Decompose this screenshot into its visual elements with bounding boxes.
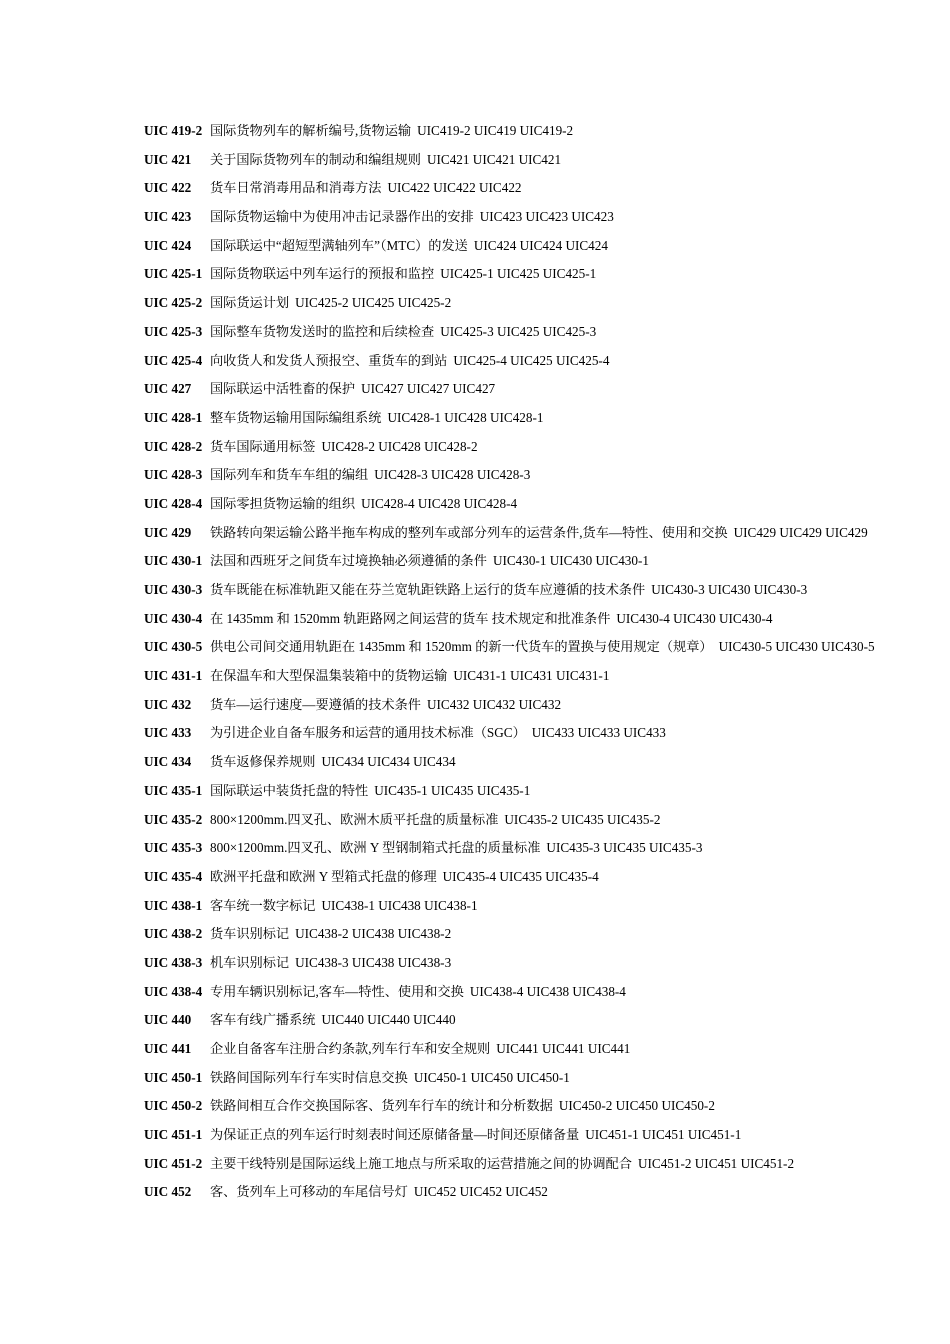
standard-refs: UIC425-2 UIC425 UIC425-2 (295, 295, 452, 311)
standard-entry (144, 408, 944, 437)
standard-title: 货车—运行速度—要遵循的技术条件 (210, 696, 421, 712)
standard-refs: UIC430-3 UIC430 UIC430-3 (651, 582, 808, 597)
standards-list (144, 121, 944, 1211)
standard-code: UIC 425-4 (144, 352, 203, 368)
standard-refs: UIC438-3 UIC438 UIC438-3 (295, 954, 452, 970)
standard-entry (144, 695, 944, 724)
standard-code: UIC 435-1 (144, 782, 203, 798)
standard-title: 货车返修保养规则 (210, 754, 316, 770)
standard-entry (144, 551, 944, 580)
standard-title: 货车既能在标准轨距又能在芬兰宽轨距铁路上运行的货车应遵循的技术条件 (210, 582, 646, 597)
standard-title: 800×1200mm.四叉孔、欧洲 Y 型钢制箱式托盘的质量标准 (210, 840, 541, 856)
standard-entry (144, 1010, 944, 1039)
standard-code: UIC 435-2 (144, 811, 203, 827)
standard-title: 国际联运中装货托盘的特性 (210, 782, 369, 798)
standard-entry (144, 838, 944, 867)
standard-refs: UIC425-3 UIC425 UIC425-3 (440, 323, 597, 339)
standard-code: UIC 438-2 (144, 926, 203, 942)
standard-title: 国际列车和货车车组的编组 (210, 467, 369, 483)
standard-code: UIC 433 (144, 725, 192, 741)
standard-title: 国际联运中“超短型满轴列车”（MTC）的发送 (210, 237, 468, 253)
standard-code: UIC 423 (144, 209, 192, 225)
standard-refs: UIC434 UIC434 UIC434 (321, 754, 456, 770)
standard-refs: UIC428-2 UIC428 UIC428-2 (321, 438, 478, 454)
standard-refs: UIC435-3 UIC435 UIC435-3 (546, 840, 703, 856)
standard-code: UIC 438-1 (144, 897, 203, 913)
standard-entry (144, 609, 944, 638)
standard-title: 为引进企业自备车服务和运营的通用技术标准（SGC） (210, 725, 526, 741)
standard-refs: UIC435-4 UIC435 UIC435-4 (442, 868, 599, 884)
standard-entry (144, 379, 944, 408)
standard-code: UIC 425-2 (144, 295, 203, 311)
standard-refs: UIC438-1 UIC438 UIC438-1 (321, 897, 478, 913)
standard-code: UIC 440 (144, 1012, 192, 1028)
standard-refs: UIC430-4 UIC430 UIC430-4 (616, 610, 773, 626)
standard-code: UIC 432 (144, 696, 192, 712)
standard-title: 货车日常消毒用品和消毒方法 (210, 180, 382, 196)
standard-code: UIC 450-2 (144, 1098, 203, 1114)
standard-title: 国际整车货物发送时的监控和后续检查 (210, 323, 435, 339)
standard-title: 主要干线特别是国际运线上施工地点与所采取的运营措施之间的协调配合 (210, 1155, 632, 1171)
standard-refs: UIC422 UIC422 UIC422 (387, 180, 522, 196)
standard-title: 向收货人和发货人预报空、重货车的到站 (210, 352, 448, 368)
standard-code: UIC 434 (144, 754, 192, 770)
standard-entry (144, 1182, 944, 1211)
standard-refs: UIC431-1 UIC431 UIC431-1 (453, 668, 610, 684)
standard-entry (144, 924, 944, 953)
standard-entry (144, 293, 944, 322)
standard-code: UIC 452 (144, 1184, 192, 1200)
standard-title: 货车识别标记 (210, 926, 290, 942)
standard-code: UIC 425-3 (144, 323, 203, 339)
standard-entry (144, 207, 944, 236)
standard-title: 国际货物联运中列车运行的预报和监控 (210, 266, 435, 282)
standard-code: UIC 428-2 (144, 438, 203, 454)
standard-refs: UIC452 UIC452 UIC452 (413, 1184, 548, 1200)
standard-entry (144, 322, 944, 351)
standard-refs: UIC433 UIC433 UIC433 (531, 725, 666, 741)
standard-entry (144, 982, 944, 1011)
standard-title: 为保证正点的列车运行时刻表时间还原储备量—时间还原储备量 (210, 1127, 580, 1143)
standard-code: UIC 431-1 (144, 668, 203, 684)
standard-entry (144, 178, 944, 207)
standard-title: 法国和西班牙之间货车过境换轴必须遵循的条件 (210, 553, 487, 569)
standard-refs: UIC428-4 UIC428 UIC428-4 (361, 495, 518, 511)
standard-entry (144, 752, 944, 781)
standard-title: 客车统一数字标记 (210, 897, 316, 913)
standard-title: 铁路间国际列车行车实时信息交换 (210, 1069, 408, 1085)
standard-entry (144, 580, 944, 609)
standard-refs: UIC428-1 UIC428 UIC428-1 (387, 409, 544, 425)
standard-refs: UIC421 UIC421 UIC421 (427, 151, 562, 167)
standard-code: UIC 428-3 (144, 467, 203, 483)
standard-refs: UIC424 UIC424 UIC424 (473, 237, 608, 253)
standard-refs: UIC429 UIC429 UIC429 (733, 524, 868, 540)
standard-code: UIC 438-3 (144, 954, 203, 970)
standard-code: UIC 451-2 (144, 1155, 203, 1171)
standard-refs: UIC428-3 UIC428 UIC428-3 (374, 467, 531, 483)
standard-refs: UIC440 UIC440 UIC440 (321, 1012, 456, 1028)
standard-title: 在保温车和大型保温集装箱中的货物运输 (210, 668, 448, 684)
standard-entry (144, 723, 944, 752)
standard-code: UIC 430-4 (144, 610, 203, 626)
standard-entry (144, 494, 944, 523)
standard-code: UIC 435-3 (144, 840, 203, 856)
standard-refs: UIC441 UIC441 UIC441 (496, 1041, 631, 1056)
standard-entry (144, 1068, 944, 1097)
standard-title: 整车货物运输用国际编组系统 (210, 409, 382, 425)
standard-title: 在 1435mm 和 1520mm 轨距路网之间运营的货车 技术规定和批准条件 (210, 610, 611, 626)
standard-code: UIC 422 (144, 180, 192, 196)
standard-refs: UIC435-1 UIC435 UIC435-1 (374, 782, 531, 798)
standard-title: 800×1200mm.四叉孔、欧洲木质平托盘的质量标准 (210, 811, 499, 827)
standard-refs: UIC430-1 UIC430 UIC430-1 (492, 553, 649, 569)
standard-title: 货车国际通用标签 (210, 438, 316, 454)
standard-entry (144, 351, 944, 380)
standard-entry (144, 150, 944, 179)
standard-entry (144, 1154, 944, 1183)
standard-refs: UIC423 UIC423 UIC423 (479, 209, 614, 225)
standard-code: UIC 438-4 (144, 983, 203, 999)
standard-code: UIC 430-1 (144, 553, 203, 569)
standard-title: 国际货物运输中为使用冲击记录器作出的安排 (210, 209, 474, 225)
standard-refs: UIC450-2 UIC450 UIC450-2 (558, 1098, 715, 1114)
standard-entry (144, 810, 944, 839)
standard-entry (144, 523, 944, 552)
standard-code: UIC 424 (144, 237, 192, 253)
standard-entry (144, 236, 944, 265)
standard-code: UIC 428-1 (144, 409, 203, 425)
standard-title: 国际货运计划 (210, 295, 290, 311)
standard-code: UIC 451-1 (144, 1127, 203, 1143)
standard-refs: UIC438-4 UIC438 UIC438-4 (469, 983, 626, 999)
standard-code: UIC 450-1 (144, 1069, 203, 1085)
standard-entry (144, 637, 944, 666)
standard-code: UIC 421 (144, 151, 192, 167)
standard-refs: UIC419-2 UIC419 UIC419-2 (417, 123, 574, 138)
standard-refs: UIC425-1 UIC425 UIC425-1 (440, 266, 597, 282)
standard-code: UIC 441 (144, 1041, 192, 1056)
standard-refs: UIC435-2 UIC435 UIC435-2 (504, 811, 661, 827)
standard-entry (144, 867, 944, 896)
standard-entry (144, 465, 944, 494)
standard-entry (144, 953, 944, 982)
standard-refs: UIC427 UIC427 UIC427 (361, 381, 496, 397)
standard-title: 企业自备客车注册合约条款,列车行车和安全规则 (210, 1041, 491, 1056)
standard-title: 专用车辆识别标记,客车—特性、使用和交换 (210, 983, 464, 999)
standard-refs: UIC425-4 UIC425 UIC425-4 (453, 352, 610, 368)
standard-title: 铁路转向架运输公路半拖车构成的整列车或部分列车的运营条件,货车—特性、使用和交换 (210, 524, 728, 540)
standard-title: 客、货列车上可移动的车尾信号灯 (210, 1184, 408, 1200)
standard-code: UIC 430-5 (144, 639, 203, 655)
standard-refs: UIC430-5 UIC430 UIC430-5 (718, 639, 875, 655)
standard-title: 供电公司间交通用轨距在 1435mm 和 1520mm 的新一代货车的置换与使用规定（规章） (210, 639, 713, 655)
standard-code: UIC 419-2 (144, 123, 203, 138)
standard-code: UIC 430-3 (144, 582, 203, 597)
standard-entry (144, 121, 944, 150)
standard-code: UIC 425-1 (144, 266, 203, 282)
standard-title: 机车识别标记 (210, 954, 290, 970)
standard-code: UIC 429 (144, 524, 192, 540)
standard-title: 国际联运中活牲畜的保护 (210, 381, 356, 397)
standard-refs: UIC450-1 UIC450 UIC450-1 (413, 1069, 570, 1085)
standard-title: 客车有线广播系统 (210, 1012, 316, 1028)
standard-entry (144, 264, 944, 293)
standard-entry (144, 896, 944, 925)
standard-entry (144, 437, 944, 466)
standard-title: 国际货物列车的解析编号,货物运输 (210, 123, 412, 138)
standard-refs: UIC438-2 UIC438 UIC438-2 (295, 926, 452, 942)
standard-code: UIC 435-4 (144, 868, 203, 884)
standard-refs: UIC432 UIC432 UIC432 (427, 696, 562, 712)
standard-title: 国际零担货物运输的组织 (210, 495, 356, 511)
standard-code: UIC 428-4 (144, 495, 203, 511)
standard-entry (144, 781, 944, 810)
standard-entry (144, 1125, 944, 1154)
standard-title: 铁路间相互合作交换国际客、货列车行车的统计和分析数据 (210, 1098, 553, 1114)
standard-entry (144, 666, 944, 695)
standard-entry (144, 1039, 944, 1068)
standard-entry (144, 1096, 944, 1125)
standard-code: UIC 427 (144, 381, 192, 397)
standard-refs: UIC451-2 UIC451 UIC451-2 (638, 1155, 795, 1171)
standard-title: 欧洲平托盘和欧洲 Y 型箱式托盘的修理 (210, 868, 437, 884)
standard-refs: UIC451-1 UIC451 UIC451-1 (585, 1127, 742, 1143)
standard-title: 关于国际货物列车的制动和编组规则 (210, 151, 421, 167)
